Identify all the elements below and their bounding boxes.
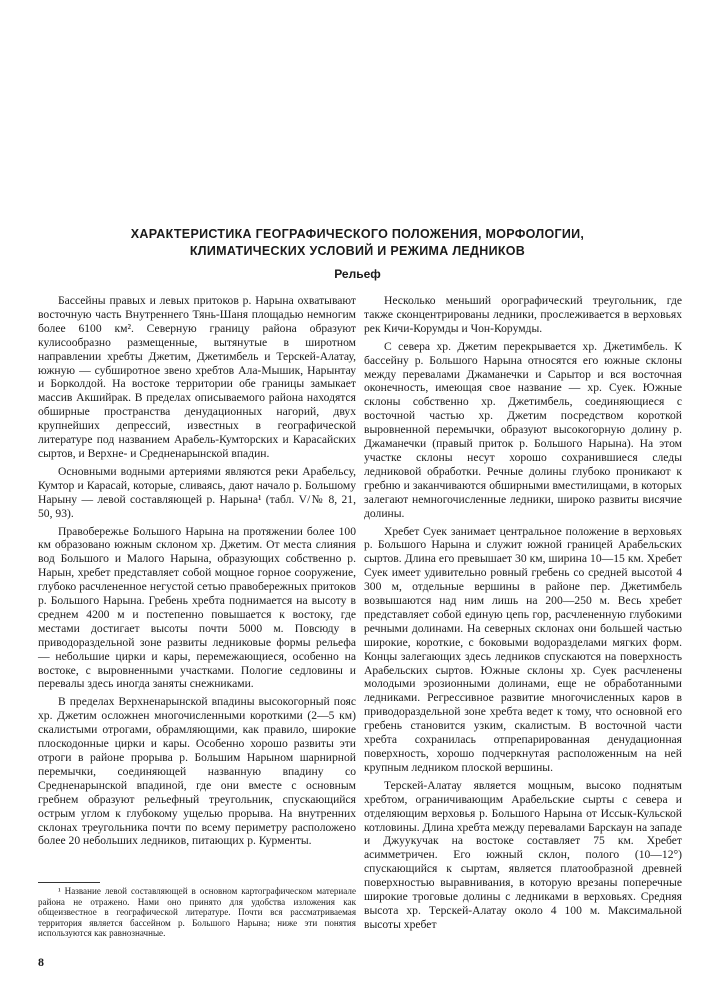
section-subtitle: Рельеф [334,267,381,281]
paragraph: Основными водными артериями являются реки Арабельсу, Кумтор и Карасай, которые, сливаясь, дают начало р. Большому Нарыну — левой составляющей р. Нарына¹ (табл. V/№ 8, 21, 50, 93). [38,464,356,520]
paragraph: Терскей-Алатау является мощным, высоко поднятым хребтом, ограничивающим Арабельские сырты с севера и отделяющим верховья р. Большого Нарына от Иссык-Кульской котловины. Длина хребта между перевалами Барскаун на западе и Джуукучак на востоке составляет 75 км. Хребет асимметричен. Его южный склон, полого (10—12°) спускающийся к сыртам, является платообразной древней поверхностью выравнивания, в которую врезаны поперечные широкие троговые долины с ледниками в верховьях. Средняя высота хр. Терскей-Алатау около 4 100 м. Максимальной высоты хребет [364,778,682,931]
paragraph: Несколько меньший орографический треугольник, где также сконцентрированы ледники, прослеживается в верховьях рек Кичи-Корумды и Чон-Корумды. [364,294,682,335]
paragraph: Хребет Суек занимает центральное положение в верховьях р. Большого Нарына и служит южной границей Арабельских сыртов. Длина его превышает 30 км, ширина 10—15 км. Хребет Суек имеет удивительно ровный гребень со средней высотой 4 300 м, отдельные вершины в районе пер. Джетимбель возвышаются над ним лишь на 200—250 м. Весь хребет представляет собой единую цепь гор, расчлененную глубокими речными долинами. На северных склонах они большей частью широкие, короткие, с боковыми водоразделами мягких форм. Концы залегающих здесь ледников спускаются на поверхность Арабельских сыртов. Южные склоны хр. Суек расчленены молодыми эрозионными долинами, еще не обработанными ледниками. Регрессивное развитие многочисленных каров в приводораздельной зоне хребта ведет к тому, что основной его гребень становится узким, скалистым. В восточной части хребта сохранилась отпрепарированная денудационная поверхность, хорошо подчеркнутая расположенным на ней крупным ледником плоской вершины. [364,524,682,774]
chapter-title-line-1: ХАРАКТЕРИСТИКА ГЕОГРАФИЧЕСКОГО ПОЛОЖЕНИЯ, МОРФОЛОГИИ, [130,227,585,241]
chapter-title [0,226,715,260]
footnote-divider [38,882,100,883]
footnote: ¹ Название левой составляющей в основном картографическом материале района не отражено. Нами оно принято для удобства изложения как общеизвестное в географической литературе. Почти вся рассматриваемая территория является бассейном р. Большого Нарына; ниже эти понятия используются как равнозначные. [38,886,356,939]
left-column [38,294,356,852]
paragraph: В пределах Верхненарынской впадины высокогорный пояс хр. Джетим осложнен многочисленными короткими (2—5 км) скалистыми отрогами, обрамляющими, как правило, широкие плоскодонные цирки и кары. Особенно хорошо развиты эти отроги в районе прорыва р. Большим Нарыном шарнирной перемычки, соединяющей названную впадину со Средненарынской впадиной, где они вместе с основным гребнем образуют рельефный треугольник, спускающийся острым углом к глубокому ущелью прорыва. На внутренних склонах треугольника почти по всему периметру расположено более 20 небольших ледников, питающих р. Курменты. [38,695,356,848]
paragraph: Правобережье Большого Нарына на протяжении более 100 км образовано южным склоном хр. Джетим. От места слияния вод Большого и Малого Нарына, образующих собственно р. Нарын, хребет представляет собой мощное горное сооружение, глубоко расчлененное негустой сетью правобережных притоков р. Большого Нарына. Гребень хребта поднимается на высоту в среднем 4200 м и постепенно повышается к востоку, где местами достигает высоты почти 5000 м. Повсюду в приводораздельной зоне развиты ледниковые формы рельефа — небольшие цирки и кары, перемежающиеся, особенно на востоке, с выровненными участками. Пологие седловины и перевалы здесь иногда заняты снежниками. [38,524,356,691]
right-column [364,294,682,936]
chapter-title-line-2: КЛИМАТИЧЕСКИХ УСЛОВИЙ И РЕЖИМА ЛЕДНИКОВ [189,244,526,258]
page-number: 8 [38,955,44,969]
paragraph: Бассейны правых и левых притоков р. Нарына охватывают восточную часть Внутреннего Тянь-Шаня площадью немногим более 6100 км². Северную границу района образуют кулисообразно размещенные, вытянутые в широтном направлении хребты Джетим, Джетимбель и Терскей-Алатау, южную — субширотное звено хребтов Ала-Мышик, Нарынтау и Борколдой. На востоке территории обе границы замыкает массив Акшийрак. В пределах описываемого района находятся обширные пространства денудационных нагорий, двух крупнейших депрессий, известных в географической литературе под названием Арабель-Кумторских и Карасайских сыртов, и Верхне- и Средненарынской впадин. [38,294,356,460]
paragraph: С севера хр. Джетим перекрывается хр. Джетимбель. К бассейну р. Большого Нарына относятся его южные склоны между перевалами Джаманечки и Сарытор и вся восточная оконечность, имеющая свое название — хр. Суек. Южные склоны собственно хр. Джетимбель, соединяющиеся с восточной частью хр. Джетим посредством короткой выровненной перемычки, образуют высокогорную долину р. Джаманечки (правый приток р. Большого Нарына). На этом участке склоны несут хорошо сохранившиеся следы ледниковой обработки. Речные долины глубоко проникают к гребню и заканчиваются обширными вместилищами, в которых залегают немногочисленные ледники, широко развиты висячие долины. [364,339,682,520]
